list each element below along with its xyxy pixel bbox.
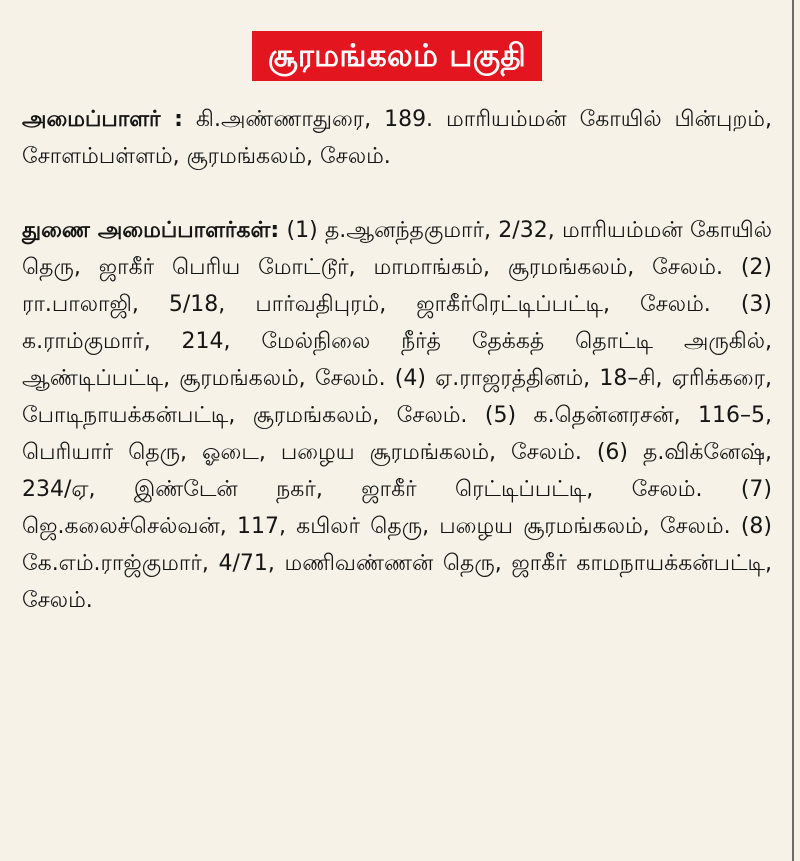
deputy-organizers-paragraph bbox=[22, 212, 772, 619]
section-title: சூரமங்கலம் பகுதி bbox=[252, 31, 542, 81]
organizer-paragraph bbox=[22, 101, 772, 175]
organizer-label: அமைப்பாளர் : bbox=[22, 107, 183, 132]
title-container bbox=[22, 0, 772, 81]
column-divider bbox=[792, 0, 794, 861]
deputy-organizers-details: (1) த.ஆனந்தகுமார், 2/32, மாரியம்மன் கோயில் தெரு, ஜாகீர் பெரிய மோட்டூர், மாமாங்கம், சூரமங்கலம், சேலம். (2) ரா.பாலாஜி, 5/18, பார்வதிபுரம், ஜாகீர்ரெட்டிப்பட்டி, சேலம். (3) க.ராம்குமார், 214, மேல்நிலை நீர்த் தேக்கத் தொட்டி அருகில், ஆண்டிப்பட்டி, சூரமங்கலம், சேலம். (4) ஏ.ராஜரத்தினம், 18–சி, ஏரிக்கரை, போடிநாயக்கன்பட்டி, சூரமங்கலம், சேலம். (5) க.தென்னரசன், 116–5, பெரியார் தெரு, ஓடை, பழைய சூரமங்கலம், சேலம். (6) த.விக்னேஷ், 234/ஏ, இண்டேன் நகர், ஜாகீர் ரெட்டிப்பட்டி, சேலம். (7) ஜெ.கலைச்செல்வன், 117, கபிலர் தெரு, பழைய சூரமங்கலம், சேலம். (8) கே.எம்.ராஜ்குமார், 4/71, மணிவண்ணன் தெரு, ஜாகீர் காமநாயக்கன்பட்டி, சேலம். bbox=[22, 218, 773, 613]
deputy-organizers-label: துணை அமைப்பாளர்கள்: bbox=[22, 218, 280, 243]
organizer-details: கி.அண்ணாதுரை, 189. மாரியம்மன் கோயில் பின்புறம், சோளம்பள்ளம், சூரமங்கலம், சேலம். bbox=[22, 107, 772, 169]
